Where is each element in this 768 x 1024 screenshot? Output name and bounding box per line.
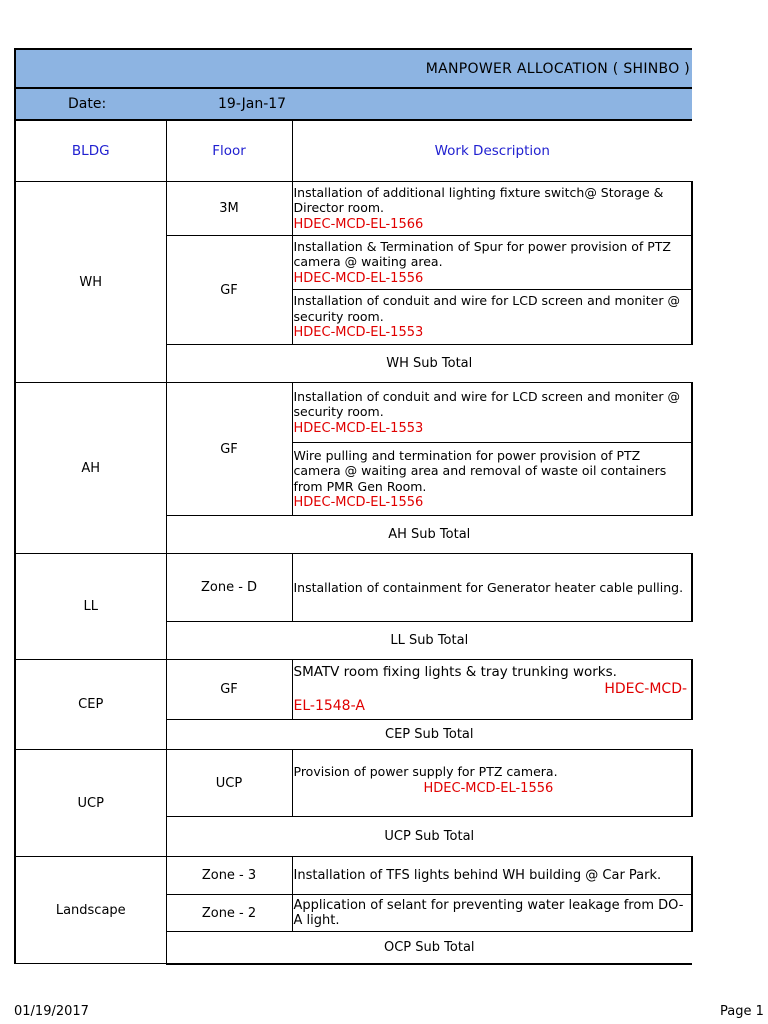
work-description (292, 236, 692, 290)
subtotal-label: OCP Sub Total (166, 932, 692, 964)
page-number: Page 1 (720, 1004, 764, 1019)
work-description (292, 383, 692, 443)
work-description (292, 660, 692, 720)
work-order-code: HDEC-MCD-EL-1556 (293, 495, 424, 510)
bldg-cell-ll: LL (15, 554, 166, 660)
work-order-code: HDEC-MCD-EL-1553 (293, 420, 424, 436)
work-description (292, 443, 692, 516)
work-description (292, 290, 692, 345)
work-text: Installation of conduit and wire for LCD screen and moniter @ security room. (293, 293, 680, 324)
subtotal-label: LL Sub Total (166, 622, 692, 660)
work-description (292, 895, 692, 932)
column-header-floor: Floor (166, 120, 292, 182)
subtotal-label: WH Sub Total (166, 345, 692, 383)
bldg-cell-ah: AH (15, 383, 166, 554)
date-value: 19-Jan-17 (218, 96, 287, 112)
subtotal-label: AH Sub Total (166, 516, 692, 554)
table-row (15, 182, 692, 236)
work-text: Installation & Termination of Spur for power provision of PTZ camera @ waiting area. (293, 238, 671, 270)
work-description (292, 554, 692, 622)
bldg-cell-ucp: UCP (15, 750, 166, 857)
work-order-code: HDEC-MCD-EL-1556 (423, 780, 554, 796)
date-row (15, 88, 692, 120)
column-header-work: Work Description (292, 120, 692, 182)
work-description (292, 750, 692, 817)
manpower-sheet (14, 48, 691, 965)
floor-cell: GF (166, 660, 292, 720)
table-row (15, 383, 692, 443)
table-row (15, 660, 692, 720)
work-text: SMATV room fixing lights & tray trunking works. (293, 664, 617, 680)
work-text: Wire pulling and termination for power provision of PTZ camera @ waiting area and removal of waste oil containers from PMR Gen Room. (293, 447, 667, 494)
table-row (15, 554, 692, 622)
bldg-cell-landscape: Landscape (15, 857, 166, 964)
bldg-cell-wh: WH (15, 182, 166, 383)
subtotal-label: CEP Sub Total (166, 720, 692, 750)
work-description (292, 182, 692, 236)
floor-cell: 3M (166, 182, 292, 236)
print-date: 01/19/2017 (14, 1004, 89, 1019)
column-header-row (15, 120, 692, 182)
work-text: Installation of containment for Generator heater cable pulling. (293, 579, 684, 595)
table-row (15, 750, 692, 817)
column-header-bldg: BLDG (15, 120, 166, 182)
floor-cell: Zone - 2 (166, 895, 292, 932)
work-order-code: HDEC-MCD-EL-1566 (293, 216, 424, 232)
work-text: Provision of power supply for PTZ camera. (293, 764, 558, 779)
allocation-table (14, 48, 693, 965)
date-label: Date: (68, 96, 107, 112)
work-description (292, 857, 692, 895)
work-order-code: HDEC-MCD- (604, 681, 688, 697)
date-cell (15, 88, 692, 120)
floor-cell: Zone - D (166, 554, 292, 622)
sheet-title: MANPOWER ALLOCATION ( SHINBO ) (15, 49, 692, 88)
floor-cell: GF (166, 236, 292, 345)
work-order-code-continued: EL-1548-A (293, 698, 365, 714)
work-order-code: HDEC-MCD-EL-1553 (293, 325, 424, 341)
work-text: Installation of conduit and wire for LCD screen and moniter @ security room. (293, 388, 680, 420)
bldg-cell-cep: CEP (15, 660, 166, 750)
work-text: Installation of additional lighting fixture switch@ Storage & Director room. (293, 184, 664, 216)
title-row (15, 49, 692, 88)
floor-cell: UCP (166, 750, 292, 817)
subtotal-label: UCP Sub Total (166, 817, 692, 857)
work-order-code: HDEC-MCD-EL-1556 (293, 270, 424, 286)
floor-cell: Zone - 3 (166, 857, 292, 895)
floor-cell: GF (166, 383, 292, 516)
work-text: Application of selant for preventing water leakage from DO-A light. (293, 897, 684, 928)
table-row (15, 857, 692, 895)
work-text: Installation of TFS lights behind WH building @ Car Park. (293, 867, 662, 883)
